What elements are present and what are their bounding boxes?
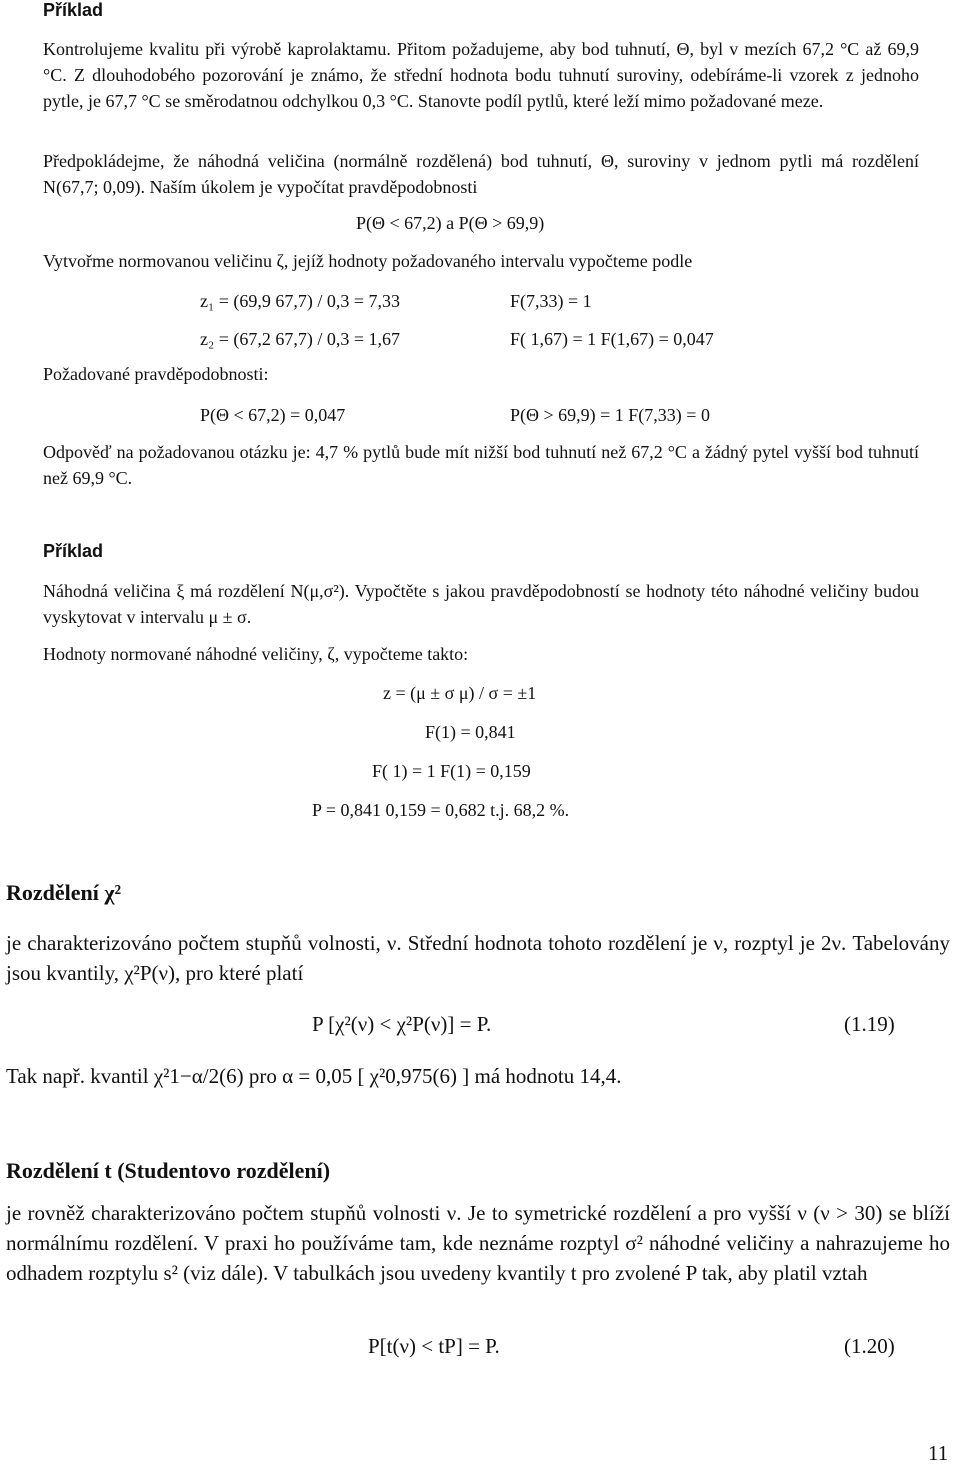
example1-required-label: Požadované pravděpodobnosti:	[43, 364, 269, 384]
student-equation-number: (1.20)	[844, 1334, 895, 1358]
example2-eq-fm1: F( 1) = 1 F(1) = 0,159	[372, 761, 531, 781]
example1-z1: z₁ = (69,9 67,7) / 0,3 = 7,33	[200, 291, 401, 311]
student-description: je rovněž charakterizováno počtem stupňů volnosti ν. Je to symetrické rozdělení a pro vyšší ν (ν > 30) se blíží normálnímu rozdělení. V praxi ho používáme tam, kde neznáme rozptyl σ² náhodné veličiny a nahrazujeme ho odhadem rozptylu s² (viz dále). V tabulkách jsou uvedeny kvantily t pro zvolené P tak, aby platil vztah	[6, 1201, 950, 1285]
chi2-example: Tak např. kvantil χ²1−α/2(6) pro α = 0,05 [ χ²0,975(6) ] má hodnotu 14,4.	[6, 1064, 622, 1088]
chi2-equation-number: (1.19)	[844, 1012, 895, 1036]
chi2-equation: P [χ²(ν) < χ²P(ν)] = P.	[312, 1012, 492, 1036]
example1-p1: P(Θ < 67,2) = 0,047	[200, 405, 346, 425]
example1-heading: Příklad	[43, 0, 104, 20]
example2-eq-f1: F(1) = 0,841	[425, 722, 516, 742]
example2-intro: Hodnoty normované náhodné veličiny, ζ, vypočteme takto:	[43, 644, 469, 664]
example1-problem: Kontrolujeme kvalitu při výrobě kaprolaktamu. Přitom požadujeme, aby bod tuhnutí, Θ, byl v mezích 67,2 °C až 69,9 °C. Z dlouhodobého pozorování je známo, že střední hodnota bodu tuhnutí suroviny, odebíráme-li vzorek z jednoho pytle, je 67,7 °C se směrodatnou odchylkou 0,3 °C. Stanovte podíl pytlů, které leží mimo požadované meze.	[43, 39, 919, 111]
example1-normalize-text: Vytvořme normovanou veličinu ζ, jejíž hodnoty požadovaného intervalu vypočteme podle	[43, 251, 693, 271]
student-equation: P[t(ν) < tP] = P.	[368, 1334, 500, 1358]
example2-problem: Náhodná veličina ξ má rozdělení N(μ,σ²). Vypočtěte s jakou pravděpodobností se hodnoty této náhodné veličiny budou vyskytovat v intervalu μ ± σ.	[43, 581, 919, 627]
student-heading: Rozdělení t (Studentovo rozdělení)	[6, 1158, 331, 1183]
example2-heading: Příklad	[43, 541, 104, 561]
example2-eq-p: P = 0,841 0,159 = 0,682 t.j. 68,2 %.	[312, 800, 570, 820]
example1-assumption: Předpokládejme, že náhodná veličina (normálně rozdělená) bod tuhnutí, Θ, suroviny v jednom pytli má rozdělení N(67,7; 0,09). Naším úkolem je vypočítat pravděpodobnosti	[43, 151, 919, 197]
chi2-description: je charakterizováno počtem stupňů volnosti, ν. Střední hodnota tohoto rozdělení je ν, rozptyl je 2ν. Tabelovány jsou kvantily, χ²P(ν), pro které platí	[6, 931, 950, 985]
example1-probabilities-eq: P(Θ < 67,2) a P(Θ > 69,9)	[356, 213, 545, 233]
chi2-heading: Rozdělení χ²	[6, 880, 122, 905]
example2-eq-z: z = (μ ± σ μ) / σ = ±1	[383, 683, 537, 703]
example1-answer: Odpověď na požadovanou otázku je: 4,7 % pytlů bude mít nižší bod tuhnutí než 67,2 °C a žádný pytel vyšší bod tuhnutí než 69,9 °C.	[43, 442, 919, 488]
page-number: 11	[928, 1441, 949, 1465]
example1-p2: P(Θ > 69,9) = 1 F(7,33) = 0	[510, 405, 710, 425]
example1-z2: z₂ = (67,2 67,7) / 0,3 = 1,67	[200, 329, 401, 349]
example1-f2: F( 1,67) = 1 F(1,67) = 0,047	[510, 329, 714, 349]
example1-f1: F(7,33) = 1	[510, 291, 592, 311]
